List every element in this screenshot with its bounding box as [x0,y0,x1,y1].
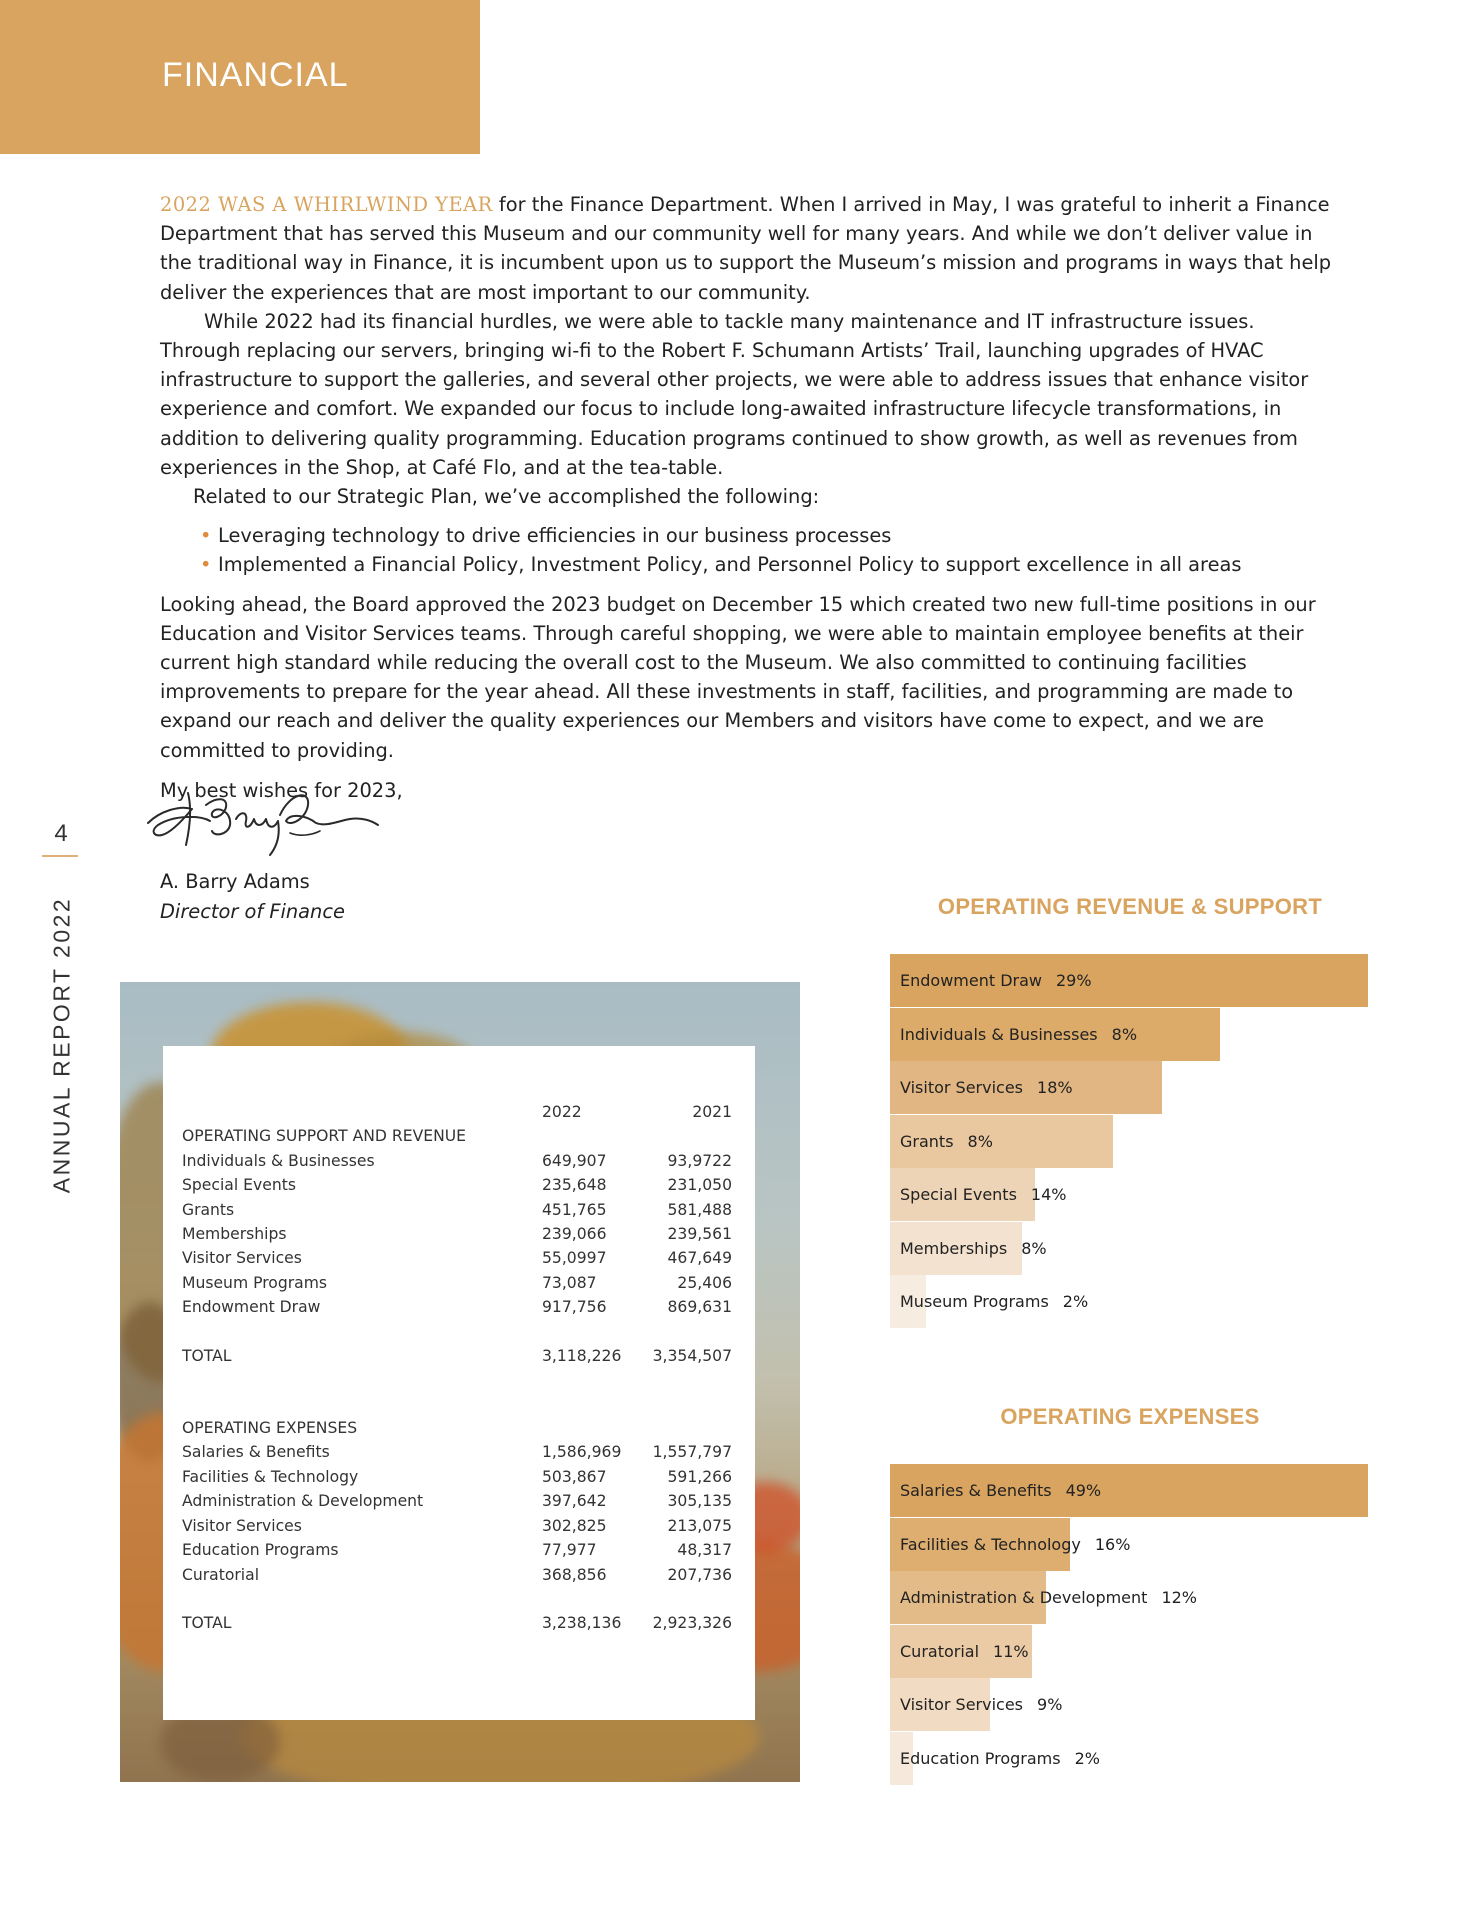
bar-category: Grants [900,1131,954,1151]
bar-value-label: 8% [1021,1238,1047,1258]
bar-value-label: 49% [1065,1481,1102,1500]
revenue-heading: OPERATING SUPPORT AND REVENUE [182,1127,467,1146]
paragraph-1-text: for the Finance Department. When I arrived in May, I was grateful to inherit a Finance Department that has served this Museum and our community well for many years. And while we don’t deliver value in the traditional way in Finance, it is incumbent upon us to support the Museum’s mission and programs in ways that help deliver the experiences that are most important to our community. [160,193,1332,304]
signer-name: A. Barry Adams [160,870,310,893]
table-row: Endowment Draw 917,756 869,631 [182,1298,732,1317]
bar-category: Memberships [900,1238,1008,1258]
paragraph-1 [160,190,1340,307]
bar-label [900,1008,1137,1061]
bar-row [890,1061,1368,1114]
table-row: Visitor Services 302,825 213,075 [182,1516,732,1535]
table-row: Memberships 239,066 239,561 [182,1225,732,1244]
accomplishments-list [200,521,1340,579]
bar-row [890,1678,1368,1731]
letter-body [160,190,1340,805]
bar-label [900,954,1092,1007]
bar-value-label: 9% [1037,1695,1063,1714]
bar-row [890,1625,1368,1678]
annual-report-label: ANNUAL REPORT 2022 [48,896,75,1194]
bar-category: Individuals & Businesses [900,1024,1098,1044]
table-row: Salaries & Benefits 1,586,969 1,557,797 [182,1443,732,1462]
bar-value-label: 18% [1037,1078,1073,1097]
section-heading-row [182,1124,732,1148]
paragraph-2: While 2022 had its financial hurdles, we were able to tackle many maintenance and IT infrastructure issues. Through replacing our servers, bringing wi-fi to the Robert F. Schumann Artists’ Trail, launching upgrades of HVAC infrastructure to support the galleries, and several other projects, we were able to address issues that enhance visitor experience and comfort. We expanded our focus to include long-awaited infrastructure lifecycle transformations, in addition to delivering quality programming. Education programs continued to show growth, as well as revenues from experiences in the Shop, at Café Flo, and at the tea-table. [160,309,1309,479]
bar-row [890,1732,1368,1785]
financial-table [182,1100,732,1635]
table-row: Museum Programs 73,087 25,406 [182,1273,732,1292]
table-row: Administration & Development 397,642 305,135 [182,1492,732,1511]
bar-value-label: 12% [1161,1588,1197,1607]
table-row: Grants 451,765 581,488 [182,1200,732,1219]
bar-row [890,954,1368,1007]
table-row: Education Programs 77,977 48,317 [182,1541,732,1560]
bar-label [900,1625,1029,1678]
bar-value-label: 8% [1111,1024,1138,1044]
bar-category: Salaries & Benefits [900,1481,1052,1500]
revenue-total-row: TOTAL 3,118,226 3,354,507 [182,1346,732,1365]
bar-row [890,1571,1368,1624]
page-number-rule [42,855,78,857]
bar-value-label: 29% [1056,971,1092,990]
bullet-icon: • [200,553,212,577]
bar-label [900,1275,1088,1328]
table-row: Visitor Services 55,0997 467,649 [182,1249,732,1268]
bar-row [890,1115,1368,1168]
list-item: • Leveraging technology to drive efficiencies in our business processes [200,521,1340,550]
paragraph-4: Looking ahead, the Board approved the 2023 budget on December 15 which created two new full-time positions in our Education and Visitor Services teams. Through careful shopping, we were able to maintain employee benefits at their current high standard while reducing the overall cost to the Museum. We also committed to continuing facilities improvements to prepare for the year ahead. All these investments in staff, facilities, and programming are made to expand our reach and deliver the quality experiences our Members and visitors have come to expect, and we are committed to providing. [160,592,1316,762]
bar-row [890,1008,1368,1061]
table-spacer [182,1320,732,1344]
bar-value-label: 16% [1094,1534,1131,1554]
table-row: Special Events 235,648 231,050 [182,1176,732,1195]
table-row: Individuals & Businesses 649,907 93,9722 [182,1151,732,1170]
expense-heading: OPERATING EXPENSES [182,1419,358,1438]
bar-row [890,1168,1368,1221]
lead-in: 2022 WAS A WHIRLWIND YEAR [160,193,493,216]
bar-category: Visitor Services [900,1078,1024,1097]
bar-label [900,1222,1047,1275]
bar-label [900,1061,1073,1114]
bar-category: Special Events [900,1185,1017,1204]
bar-label [900,1678,1062,1731]
bar-label [900,1464,1101,1517]
column-header-2022: 2022 [542,1103,582,1121]
bar-row [890,1464,1368,1517]
bar-row [890,1222,1368,1275]
bar-value-label: 8% [967,1131,993,1151]
list-item: • Implemented a Financial Policy, Investment Policy, and Personnel Policy to support excellence in all areas [200,550,1340,579]
column-header-2021: 2021 [692,1103,732,1121]
bar-value-label: 2% [1062,1292,1089,1311]
bar-category: Curatorial [900,1641,980,1661]
bar-label [900,1571,1197,1624]
bar-category: Education Programs [900,1748,1061,1768]
bar-value-label: 2% [1074,1748,1100,1768]
bar-category: Facilities & Technology [900,1534,1081,1554]
bar-category: Administration & Development [900,1588,1148,1607]
table-spacer [182,1587,732,1611]
bar-label [900,1732,1100,1785]
bar-category: Endowment Draw [900,971,1042,990]
page-number: 4 [54,820,68,847]
table-row: Curatorial 368,856 207,736 [182,1565,732,1584]
expense-chart-title: OPERATING EXPENSES [1000,1404,1260,1429]
bar-row [890,1518,1368,1571]
financial-table-card [163,1046,755,1720]
bar-row [890,1275,1368,1328]
revenue-chart-title: OPERATING REVENUE & SUPPORT [937,894,1323,919]
signer-title: Director of Finance [160,900,345,923]
paragraph-3: Related to our Strategic Plan, we’ve accomplished the following: [193,485,820,509]
bar-value-label: 14% [1030,1185,1067,1204]
table-header-row [182,1100,732,1124]
signature-image [140,775,380,865]
table-row: Facilities & Technology 503,867 591,266 [182,1467,732,1486]
signer-block [160,867,345,927]
table-spacer [182,1368,732,1416]
closing-line: My best wishes for 2023, [160,778,403,802]
bar-label [900,1518,1130,1571]
section-tab [0,0,480,154]
section-title: FINANCIAL [162,56,349,94]
bar-label [900,1168,1066,1221]
bar-value-label: 11% [993,1641,1029,1661]
bar-category: Museum Programs [900,1292,1049,1311]
bar-category: Visitor Services [900,1695,1024,1714]
bar-label [900,1115,993,1168]
bullet-icon: • [200,524,212,548]
section-heading-row [182,1416,732,1440]
expense-total-row: TOTAL 3,238,136 2,923,326 [182,1613,732,1632]
